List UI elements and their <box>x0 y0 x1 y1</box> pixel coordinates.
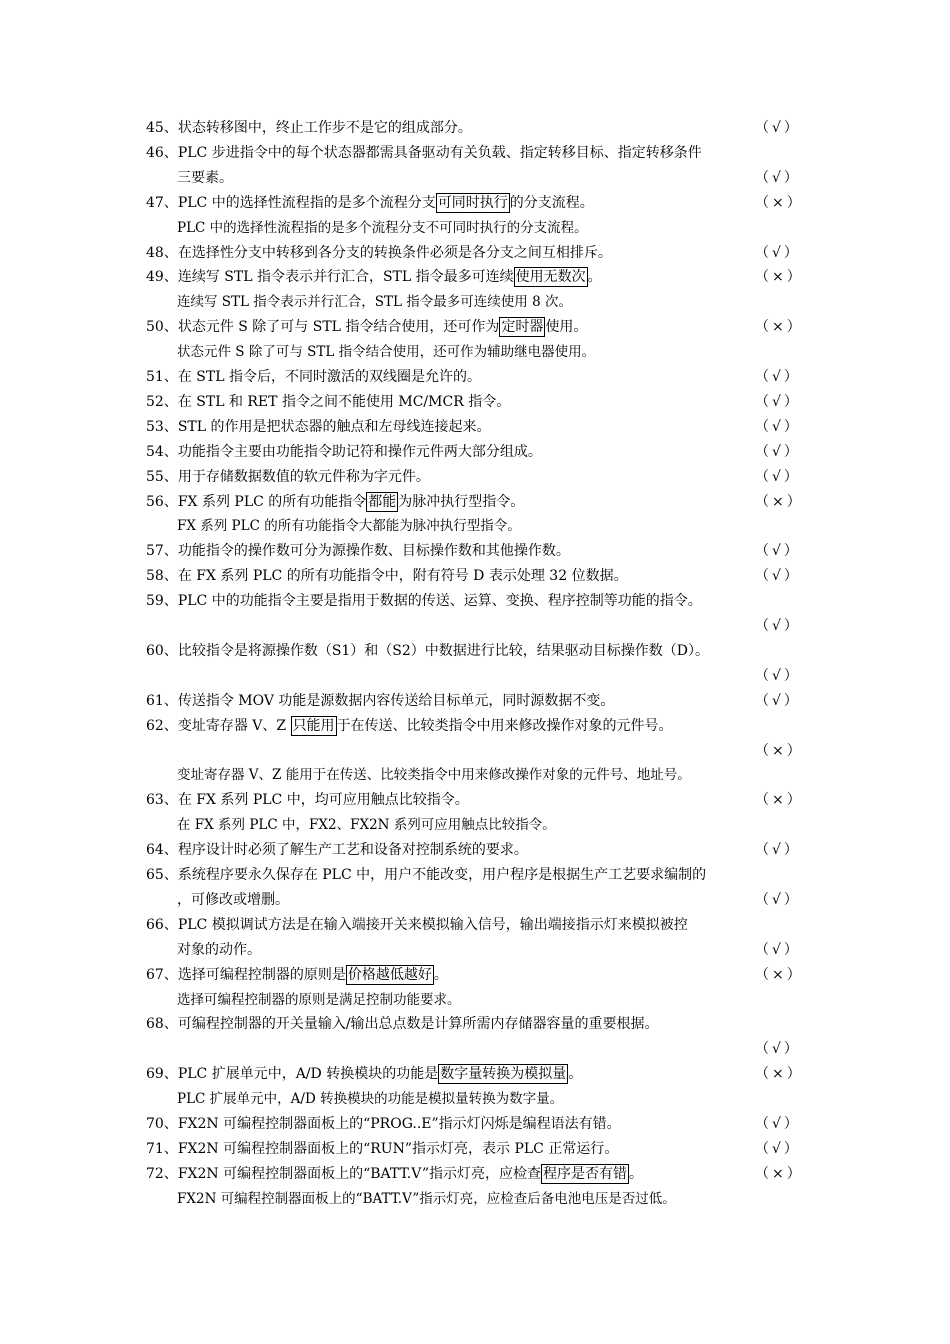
question-text: 48、在选择性分支中转移到各分支的转换条件必须是各分支之间互相排斥。 <box>146 244 612 261</box>
question-text <box>146 490 524 515</box>
question-text <box>146 963 448 988</box>
question-text: 64、程序设计时必须了解生产工艺和设备对控制系统的要求。 <box>146 842 528 859</box>
question-text: 59、PLC 中的功能指令主要是指用于数据的传送、运算、变换、程序控制等功能的指令。 <box>146 593 702 610</box>
answer-mark: （√） <box>755 393 801 410</box>
document-line <box>0 116 950 141</box>
document-line <box>0 1187 950 1212</box>
document-line <box>0 191 950 216</box>
document-line <box>0 415 950 440</box>
question-text-before: 56、FX 系列 PLC 的所有功能指令 <box>146 493 367 510</box>
document-line <box>0 1037 950 1062</box>
document-line <box>0 315 950 340</box>
document-line <box>0 1162 950 1187</box>
question-text-before: 49、连续写 STL 指令表示并行汇合，STL 指令最多可连续 <box>146 269 514 286</box>
boxed-error-phrase: 可同时执行 <box>437 194 508 211</box>
correction-text: PLC 扩展单元中，A/D 转换模块的功能是模拟量转换为数字量。 <box>177 1091 564 1108</box>
document-line <box>0 514 950 539</box>
question-text-after: 。 <box>568 1066 583 1083</box>
question-text: 58、在 FX 系列 PLC 的所有功能指令中，附有符号 D 表示处理 32 位数据。 <box>146 568 628 585</box>
question-text-before: 62、变址寄存器 V、Z <box>146 717 291 734</box>
question-text: 63、在 FX 系列 PLC 中，均可应用触点比较指令。 <box>146 792 469 809</box>
correction-text: FX 系列 PLC 的所有功能指令大都能为脉冲执行型指令。 <box>177 518 521 535</box>
answer-mark: （×） <box>755 792 804 809</box>
document-line <box>0 166 950 191</box>
document-line <box>0 664 950 689</box>
document-line <box>0 763 950 788</box>
boxed-error-phrase: 程序是否有错 <box>543 1165 627 1182</box>
question-text <box>146 714 673 739</box>
answer-mark: （√） <box>755 369 801 385</box>
question-text: 51、在 STL 指令后，不同时激活的双线圈是允许的。 <box>146 369 481 385</box>
answer-mark: （√） <box>755 568 801 585</box>
document-line <box>0 390 950 415</box>
document-line <box>0 888 950 913</box>
document-line <box>0 465 950 490</box>
answer-mark: （√） <box>755 1116 801 1132</box>
correction-text: FX2N 可编程控制器面板上的“BATT.V”指示灯亮，应检查后备电池电压是否过低。 <box>177 1190 676 1207</box>
answer-mark: （√） <box>755 120 801 136</box>
question-text-after: 。 <box>587 269 602 286</box>
question-text: 52、在 STL 和 RET 指令之间不能使用 MC/MCR 指令。 <box>146 393 511 410</box>
question-text <box>146 265 602 290</box>
answer-mark: （√） <box>755 667 801 684</box>
answer-mark: （×） <box>755 269 804 286</box>
document-line <box>0 1062 950 1087</box>
answer-mark: （√） <box>755 1041 801 1058</box>
answer-mark: （×） <box>755 742 804 759</box>
question-text-after: 于在传送、比较类指令中用来修改操作对象的元件号。 <box>336 717 673 734</box>
document-line <box>0 365 950 390</box>
correction-text: 连续写 STL 指令表示并行汇合，STL 指令最多可连续使用 8 次。 <box>177 294 572 311</box>
document-line <box>0 614 950 639</box>
document-line <box>0 714 950 739</box>
question-text: 54、功能指令主要由功能指令助记符和操作元件两大部分组成。 <box>146 443 542 460</box>
correction-text: PLC 中的选择性流程指的是多个流程分支不可同时执行的分支流程。 <box>177 219 588 236</box>
answer-mark: （×） <box>755 319 804 336</box>
answer-mark: （√） <box>755 1140 801 1157</box>
correction-text: 选择可编程控制器的原则是满足控制功能要求。 <box>177 991 461 1008</box>
document-line <box>0 440 950 465</box>
question-text-after: 为脉冲执行型指令。 <box>398 493 525 510</box>
document-line <box>0 1137 950 1162</box>
document-line <box>0 1012 950 1037</box>
answer-mark: （√） <box>755 618 801 634</box>
document-line <box>0 963 950 988</box>
document-line <box>0 241 950 266</box>
question-text-before: 72、FX2N 可编程控制器面板上的“BATT.V”指示灯亮，应检查 <box>146 1165 541 1182</box>
document-line <box>0 265 950 290</box>
document-line <box>0 490 950 515</box>
question-text: 45、状态转移图中，终止工作步不是它的组成部分。 <box>146 120 472 136</box>
document-line <box>0 689 950 714</box>
document-line <box>0 838 950 863</box>
boxed-error-phrase: 只能用 <box>292 717 335 734</box>
question-text: 53、STL 的作用是把状态器的触点和左母线连接起来。 <box>146 418 491 435</box>
boxed-error-phrase: 数字量转换为模拟量 <box>440 1066 567 1083</box>
document-line <box>0 216 950 241</box>
answer-mark: （√） <box>755 891 801 908</box>
question-text: 57、功能指令的操作数可分为源操作数、目标操作数和其他操作数。 <box>146 543 570 560</box>
correction-text: 变址寄存器 V、Z 能用于在传送、比较类指令中用来修改操作对象的元件号、地址号。 <box>177 767 691 784</box>
document-line <box>0 539 950 564</box>
question-text-after: 。 <box>433 966 448 983</box>
question-text-after: 。 <box>629 1165 643 1182</box>
document-line <box>0 813 950 838</box>
document-line <box>0 1112 950 1137</box>
question-text <box>146 1062 582 1087</box>
document-line <box>0 589 950 614</box>
answer-mark: （×） <box>755 194 804 211</box>
question-text: 65、系统程序要永久保存在 PLC 中，用户不能改变，用户程序是根据生产工艺要求编制的 <box>146 867 707 883</box>
question-text: 70、FX2N 可编程控制器面板上的“PROG..E”指示灯闪烁是编程语法有错。 <box>146 1116 621 1132</box>
document-line <box>0 639 950 664</box>
answer-mark: （√） <box>755 941 801 958</box>
question-text <box>146 315 587 340</box>
question-text: 71、FX2N 可编程控制器面板上的“RUN”指示灯亮，表示 PLC 正常运行。 <box>146 1140 619 1157</box>
answer-mark: （√） <box>755 244 801 261</box>
boxed-error-phrase: 使用无数次 <box>515 269 586 286</box>
document-line <box>0 988 950 1013</box>
question-continuation: 对象的动作。 <box>177 941 261 958</box>
correction-text: 状态元件 S 除了可与 STL 指令结合使用，还可作为辅助继电器使用。 <box>177 344 596 361</box>
question-text-before: 50、状态元件 S 除了可与 STL 指令结合使用，还可作为 <box>146 319 500 336</box>
question-text-after: 的分支流程。 <box>509 194 594 211</box>
question-text-before: 67、选择可编程控制器的原则是 <box>146 966 346 983</box>
correction-text: 在 FX 系列 PLC 中，FX2、FX2N 系列可应用触点比较指令。 <box>177 817 556 834</box>
document-line <box>0 913 950 938</box>
answer-mark: （√） <box>755 692 801 709</box>
question-text <box>146 191 594 216</box>
document-line <box>0 938 950 963</box>
question-text-before: 47、PLC 中的选择性流程指的是多个流程分支 <box>146 194 436 211</box>
question-text: 60、比较指令是将源操作数（S1）和（S2）中数据进行比较，结果驱动目标操作数（D）。 <box>146 642 710 659</box>
document-line <box>0 290 950 315</box>
document-line <box>0 788 950 813</box>
answer-mark: （√） <box>755 842 801 859</box>
answer-mark: （√） <box>755 468 801 485</box>
question-text: 55、用于存储数据数值的软元件称为字元件。 <box>146 468 430 485</box>
question-continuation: ，可修改或增删。 <box>177 891 289 908</box>
document-line <box>0 739 950 764</box>
document-line <box>0 340 950 365</box>
document-line <box>0 141 950 166</box>
question-text: 61、传送指令 MOV 功能是源数据内容传送给目标单元，同时源数据不变。 <box>146 692 615 709</box>
question-continuation: 三要素。 <box>177 169 233 186</box>
answer-mark: （×） <box>755 493 804 510</box>
boxed-error-phrase: 都能 <box>368 493 397 510</box>
boxed-error-phrase: 价格越低越好 <box>347 966 432 983</box>
question-text: 68、可编程控制器的开关量输入/输出总点数是计算所需内存储器容量的重要根据。 <box>146 1016 659 1033</box>
question-text: 66、PLC 模拟调试方法是在输入端接开关来模拟输入信号，输出端接指示灯来模拟被控 <box>146 916 688 933</box>
answer-mark: （√） <box>755 169 801 186</box>
answer-mark: （√） <box>755 418 801 435</box>
answer-mark: （√） <box>755 543 801 560</box>
answer-mark: （×） <box>755 1066 804 1083</box>
document-line <box>0 564 950 589</box>
answer-mark: （√） <box>755 443 801 460</box>
answer-mark: （×） <box>755 966 804 983</box>
question-text <box>146 1162 643 1187</box>
boxed-error-phrase: 定时器 <box>501 319 544 336</box>
document-line <box>0 863 950 888</box>
document-line <box>0 1087 950 1112</box>
answer-mark: （×） <box>755 1165 804 1182</box>
question-text: 46、PLC 步进指令中的每个状态器都需具备驱动有关负载、指定转移目标、指定转移条件 <box>146 144 702 161</box>
question-text-after: 使用。 <box>545 319 588 336</box>
question-text-before: 69、PLC 扩展单元中，A/D 转换模块的功能是 <box>146 1066 439 1083</box>
